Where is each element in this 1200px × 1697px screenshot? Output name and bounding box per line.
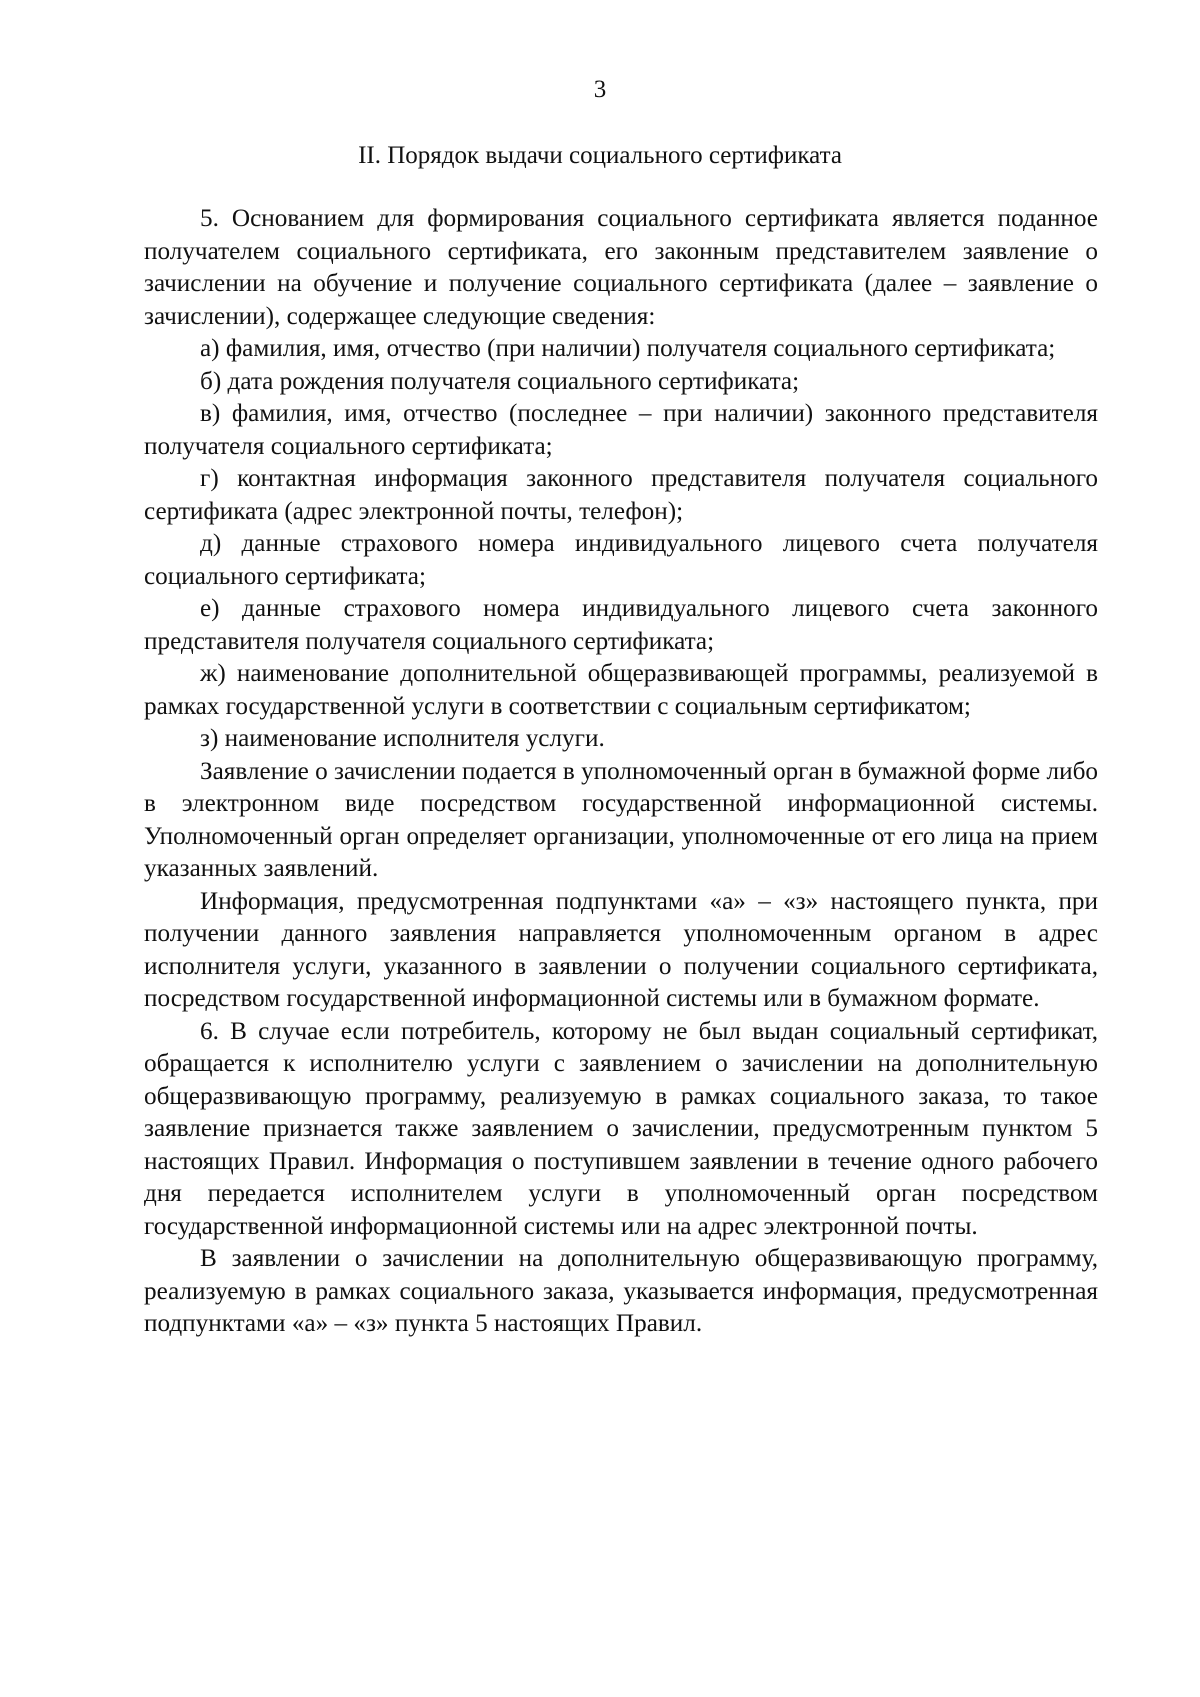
subitem-v: в) фамилия, имя, отчество (последнее – при наличии) законного представителя получателя социального сертификата;: [144, 400, 1098, 460]
subitem-z: з) наименование исполнителя услуги.: [200, 725, 605, 752]
subitem-a: а) фамилия, имя, отчество (при наличии) получателя социального сертификата;: [200, 335, 1056, 362]
paragraph-item-6: 6. В случае если потребитель, которому не был выдан социальный сертификат, обращается к исполнителю услуги с заявлением о зачислении на дополнительную общеразвивающую программу, реализуемую в рамках социального заказа, то такое заявление признается также заявлением о зачислении, предусмотренным пунктом 5 настоящих Правил. Информация о поступившем заявлении в течение одного рабочего дня передается исполнителем услуги в уполномоченный орган посредством государственной информационной системы или на адрес электронной почты.: [144, 1017, 1098, 1240]
paragraph-item-5: 5. Основанием для формирования социального сертификата является поданное получателем социального сертификата, его законным представителем заявление о зачислении на обучение и получение социального сертификата (далее – заявление о зачислении), содержащее следующие сведения:: [144, 205, 1098, 330]
paragraph-information-transfer: Информация, предусмотренная подпунктами «а» – «з» настоящего пункта, при получении данного заявления направляется уполномоченным органом в адрес исполнителя услуги, указанного в заявлении о получении социального сертификата, посредством государственной информационной системы или в бумажном формате.: [144, 887, 1098, 1012]
subitem-g: г) контактная информация законного представителя получателя социального сертификата (адрес электронной почты, телефон);: [144, 465, 1098, 525]
page-number: 3: [593, 76, 607, 103]
section-title: II. Порядок выдачи социального сертификата: [358, 142, 842, 169]
paragraph-application-submission: Заявление о зачислении подается в уполномоченный орган в бумажной форме либо в электронном виде посредством государственной информационной системы. Уполномоченный орган определяет организации, уполномоченные от его лица на прием указанных заявлений.: [144, 757, 1098, 882]
subitem-b: б) дата рождения получателя социального сертификата;: [200, 367, 800, 395]
subitem-e: е) данные страхового номера индивидуального лицевого счета законного представителя получателя социального сертификата;: [144, 595, 1098, 655]
document-body: [144, 203, 1098, 1341]
subitem-d: д) данные страхового номера индивидуального лицевого счета получателя социального сертификата;: [144, 530, 1098, 590]
subitem-zh: ж) наименование дополнительной общеразвивающей программы, реализуемой в рамках государственной услуги в соответствии с социальным сертификатом;: [144, 660, 1098, 720]
paragraph-application-contents: В заявлении о зачислении на дополнительную общеразвивающую программу, реализуемую в рамках социального заказа, указывается информация, предусмотренная подпунктами «а» – «з» пункта 5 настоящих Правил.: [144, 1245, 1098, 1337]
